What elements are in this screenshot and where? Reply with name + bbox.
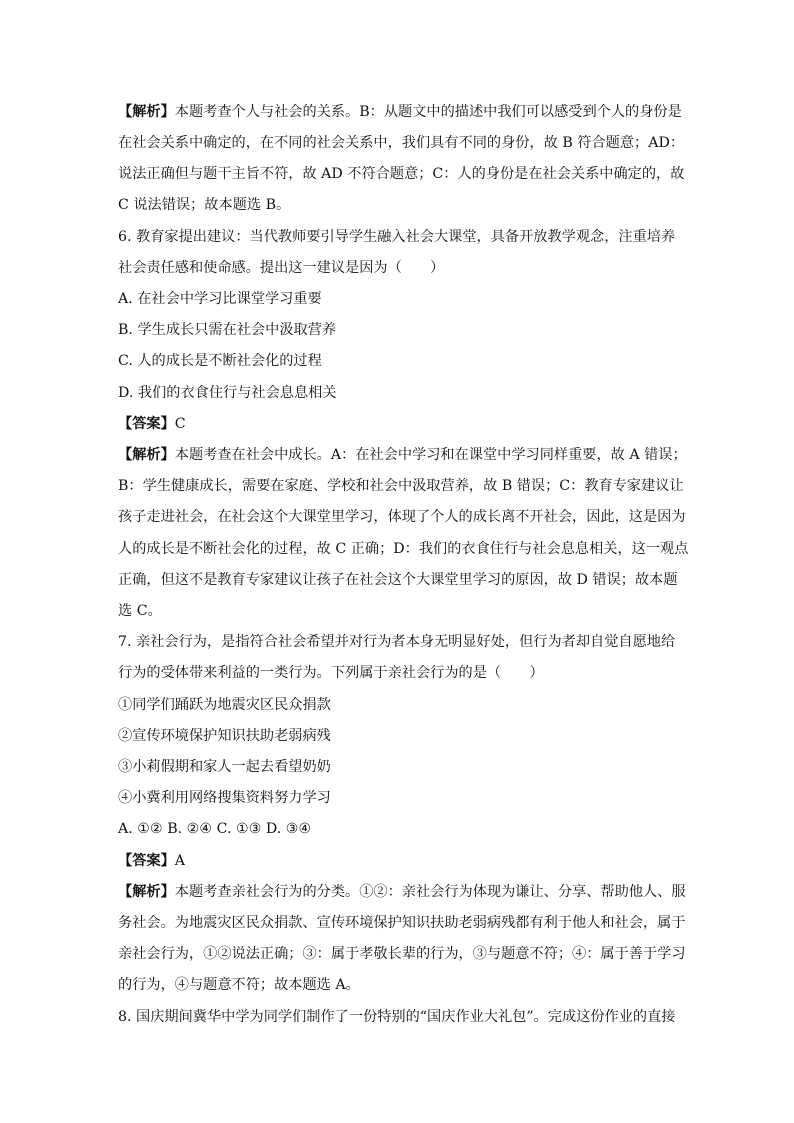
line-text: 本题考查亲社会行为的分类。①②：亲社会行为体现为谦让、分享、帮助他人、服 (174, 884, 686, 900)
label-answer: 【答案】 (118, 853, 175, 869)
line-text: 行为的受体带来利益的一类行为。下列属于亲社会行为的是（ ） (118, 665, 544, 681)
question-7-stem (118, 632, 688, 652)
line-text: 7. 亲社会行为，是指符合社会希望并对行为者本身无明显好处，但行为者却自觉自愿地给 (118, 634, 676, 650)
line-text: 务社会。为地震灾区民众捐款、宣传环境保护知识扶助老弱病残都有利于他人和社会，属于 (118, 915, 686, 931)
text-line (118, 539, 688, 559)
line-text: ①同学们踊跃为地震灾区民众捐款 (118, 697, 331, 713)
text-line (118, 195, 688, 215)
text-line (118, 445, 688, 465)
question-8-stem (118, 1007, 688, 1027)
label-answer: 【答案】 (118, 416, 175, 432)
text-line (118, 975, 688, 995)
statement-4 (118, 788, 688, 808)
line-text: A. 在社会中学习比课堂学习重要 (118, 291, 322, 307)
line-text: D. 我们的衣食住行与社会息息相关 (118, 385, 337, 401)
options-line (118, 819, 688, 839)
line-text: 孩子走进社会，在社会这个大课堂里学习，体现了个人的成长离不开社会，因此，这是因为 (118, 509, 686, 525)
option-a (118, 289, 688, 309)
line-text: ③小莉假期和家人一起去看望奶奶 (118, 759, 331, 775)
line-text: 社会责任感和使命感。提出这一建议是因为（ ） (118, 260, 445, 276)
statement-1 (118, 695, 688, 715)
text-line (118, 570, 688, 590)
line-text: 人的成长是不断社会化的过程，故 C 正确；D：我们的衣食住行与社会息息相关，这一观点 (118, 541, 688, 557)
line-text: 本题考查在社会中成长。A：在社会中学习和在课堂中学习同样重要，故 A 错误； (174, 447, 687, 463)
text-line (118, 944, 688, 964)
text-line (118, 258, 688, 278)
line-text: 的行为，④与题意不符；故本题选 A。 (118, 977, 360, 993)
option-d (118, 383, 688, 403)
line-text: 在社会关系中确定的，在不同的社会关系中，我们具有不同的身份，故 B 符合题意；AD： (118, 135, 685, 151)
line-text: 6. 教育家提出建议：当代教师要引导学生融入社会大课堂，具备开放教学观念，注重培养 (118, 229, 676, 245)
text-line (118, 102, 688, 122)
label-analysis: 【解析】 (118, 884, 175, 900)
text-line (118, 882, 688, 902)
answer-line (118, 851, 688, 871)
line-text: C. 人的成长是不断社会化的过程 (118, 353, 322, 369)
label-analysis: 【解析】 (118, 447, 175, 463)
label-analysis: 【解析】 (118, 104, 175, 120)
text-line (118, 164, 688, 184)
line-text: B. 学生成长只需在社会中汲取营养 (118, 322, 337, 338)
text-line (118, 913, 688, 933)
line-text: 8. 国庆期间冀华中学为同学们制作了一份特别的“国庆作业大礼包”。完成这份作业的直接 (118, 1009, 676, 1025)
text-line (118, 476, 688, 496)
line-text: 亲社会行为，①②说法正确；③：属于孝敬长辈的行为，③与题意不符；④：属于善于学习 (118, 946, 686, 962)
line-text: 本题考查个人与社会的关系。B：从题文中的描述中我们可以感受到个人的身份是 (174, 104, 682, 120)
line-text: 选 C。 (118, 603, 162, 619)
line-text: 说法正确但与题干主旨不符，故 AD 不符合题意；C：人的身份是在社会关系中确定的，故 (118, 166, 685, 182)
line-text: 正确，但这不是教育专家建议让孩子在社会这个大课堂里学习的原因，故 D 错误；故本题 (118, 572, 678, 588)
question-6-stem (118, 227, 688, 247)
answer-line (118, 414, 688, 434)
statement-3 (118, 757, 688, 777)
text-line (118, 663, 688, 683)
line-text: C 说法错误；故本题选 B。 (118, 197, 291, 213)
text-line (118, 507, 688, 527)
answer-value: A (174, 853, 186, 869)
text-line (118, 601, 688, 621)
statement-2 (118, 726, 688, 746)
option-c (118, 351, 688, 371)
answer-value: C (174, 416, 186, 432)
line-text: B：学生健康成长，需要在家庭、学校和社会中汲取营养，故 B 错误；C：教育专家建议让 (118, 478, 684, 494)
line-text: A. ①② B. ②④ C. ①③ D. ③④ (118, 821, 312, 837)
line-text: ④小冀利用网络搜集资料努力学习 (118, 790, 331, 806)
line-text: ②宣传环境保护知识扶助老弱病残 (118, 728, 331, 744)
option-b (118, 320, 688, 340)
text-line (118, 133, 688, 153)
